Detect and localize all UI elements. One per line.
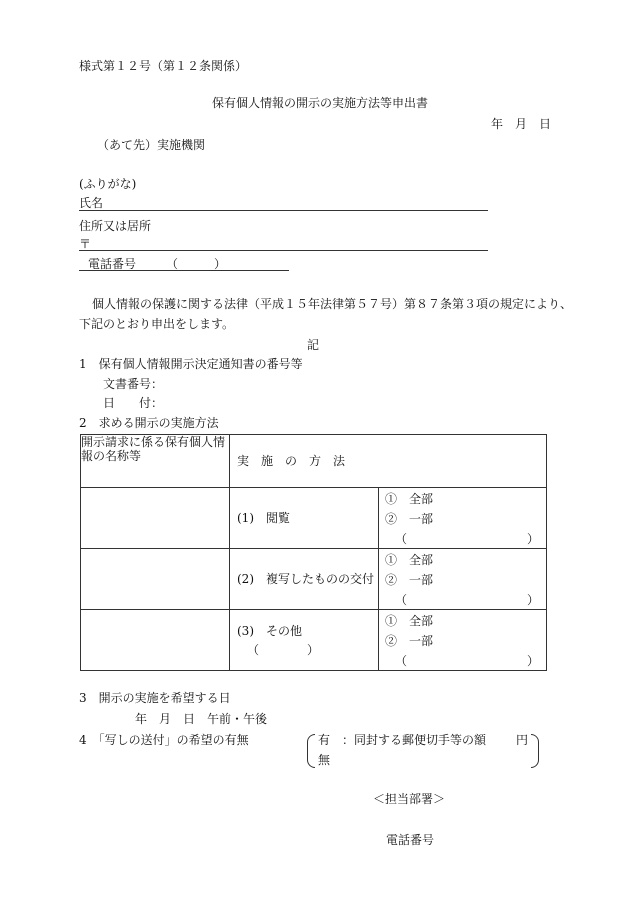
name-label: 氏名 — [79, 196, 104, 210]
doc-number-label: 文書番号： — [103, 377, 164, 391]
option-detail[interactable]: （ ） — [395, 593, 540, 607]
table-row — [81, 610, 547, 671]
info-name-cell[interactable] — [81, 610, 230, 671]
method-cell — [230, 549, 379, 610]
col-header-name: 開示請求に係る保有個人情報の名称等 — [81, 435, 230, 488]
phone-label: 電話番号 （ ） — [88, 257, 227, 271]
info-name-cell[interactable] — [81, 549, 230, 610]
section4-heading: 4 「写しの送付」の希望の有無 — [79, 733, 249, 747]
form-number: 様式第１２号（第１２条関係） — [79, 59, 248, 73]
page-title: 保有個人情報の開示の実施方法等申出書 — [212, 96, 429, 110]
address-line[interactable] — [79, 250, 488, 251]
right-bracket — [531, 734, 539, 768]
postage-no-option[interactable]: 無 — [318, 753, 331, 767]
section2-heading: 2 求める開示の実施方法 — [79, 416, 219, 430]
dept-phone-label: 電話番号 — [386, 833, 435, 847]
method-table — [80, 434, 547, 671]
method-label: (1) 閲覧 — [237, 511, 290, 525]
info-name-cell[interactable] — [81, 488, 230, 549]
method-label: (3) その他 — [237, 624, 302, 638]
postal-label: 〒 — [79, 237, 92, 251]
method-label: (2) 複写したものの交付 — [237, 572, 374, 586]
option-partial[interactable]: ② 一部 — [385, 512, 434, 526]
address-label: 住所又は居所 — [79, 219, 152, 233]
dept-label: ＜担当部署＞ — [373, 792, 446, 806]
ki-label: 記 — [307, 338, 320, 352]
section1-heading: 1 保有個人情報開示決定通知書の番号等 — [79, 357, 303, 371]
option-detail[interactable]: （ ） — [395, 654, 540, 668]
postage-yes-option[interactable]: 有 ：同封する郵便切手等の額 — [318, 733, 487, 747]
table-row — [81, 549, 547, 610]
body-text-2: 下記のとおり申出をします。 — [79, 317, 235, 331]
table-row — [81, 488, 547, 549]
doc-date-label: 日 付： — [103, 396, 164, 410]
section3-heading: 3 開示の実施を希望する日 — [79, 691, 231, 705]
furigana-label: (ふりがな) — [79, 177, 137, 191]
option-detail[interactable]: （ ） — [395, 532, 540, 546]
option-partial[interactable]: ② 一部 — [385, 573, 434, 587]
left-bracket — [307, 734, 315, 768]
name-line[interactable] — [79, 210, 488, 211]
col-header-method: 実 施 の 方 法 — [230, 435, 547, 488]
addressee: （あて先）実施機関 — [97, 138, 206, 152]
option-cell — [379, 488, 547, 549]
option-cell — [379, 610, 547, 671]
date-line: 年 月 日 — [491, 117, 552, 131]
phone-line[interactable] — [79, 270, 289, 271]
other-detail[interactable]: （ ） — [247, 643, 320, 657]
method-cell — [230, 610, 379, 671]
option-all[interactable]: ① 全部 — [385, 492, 434, 506]
table-header-row — [81, 435, 547, 488]
option-partial[interactable]: ② 一部 — [385, 634, 434, 648]
option-all[interactable]: ① 全部 — [385, 553, 434, 567]
option-all[interactable]: ① 全部 — [385, 614, 434, 628]
option-cell — [379, 549, 547, 610]
method-cell — [230, 488, 379, 549]
desired-date[interactable]: 年 月 日 午前・午後 — [135, 712, 268, 726]
body-text-1: 個人情報の保護に関する法律（平成１５年法律第５７号）第８７条第３項の規定により、 — [92, 297, 573, 311]
yen-unit: 円 — [516, 733, 529, 747]
